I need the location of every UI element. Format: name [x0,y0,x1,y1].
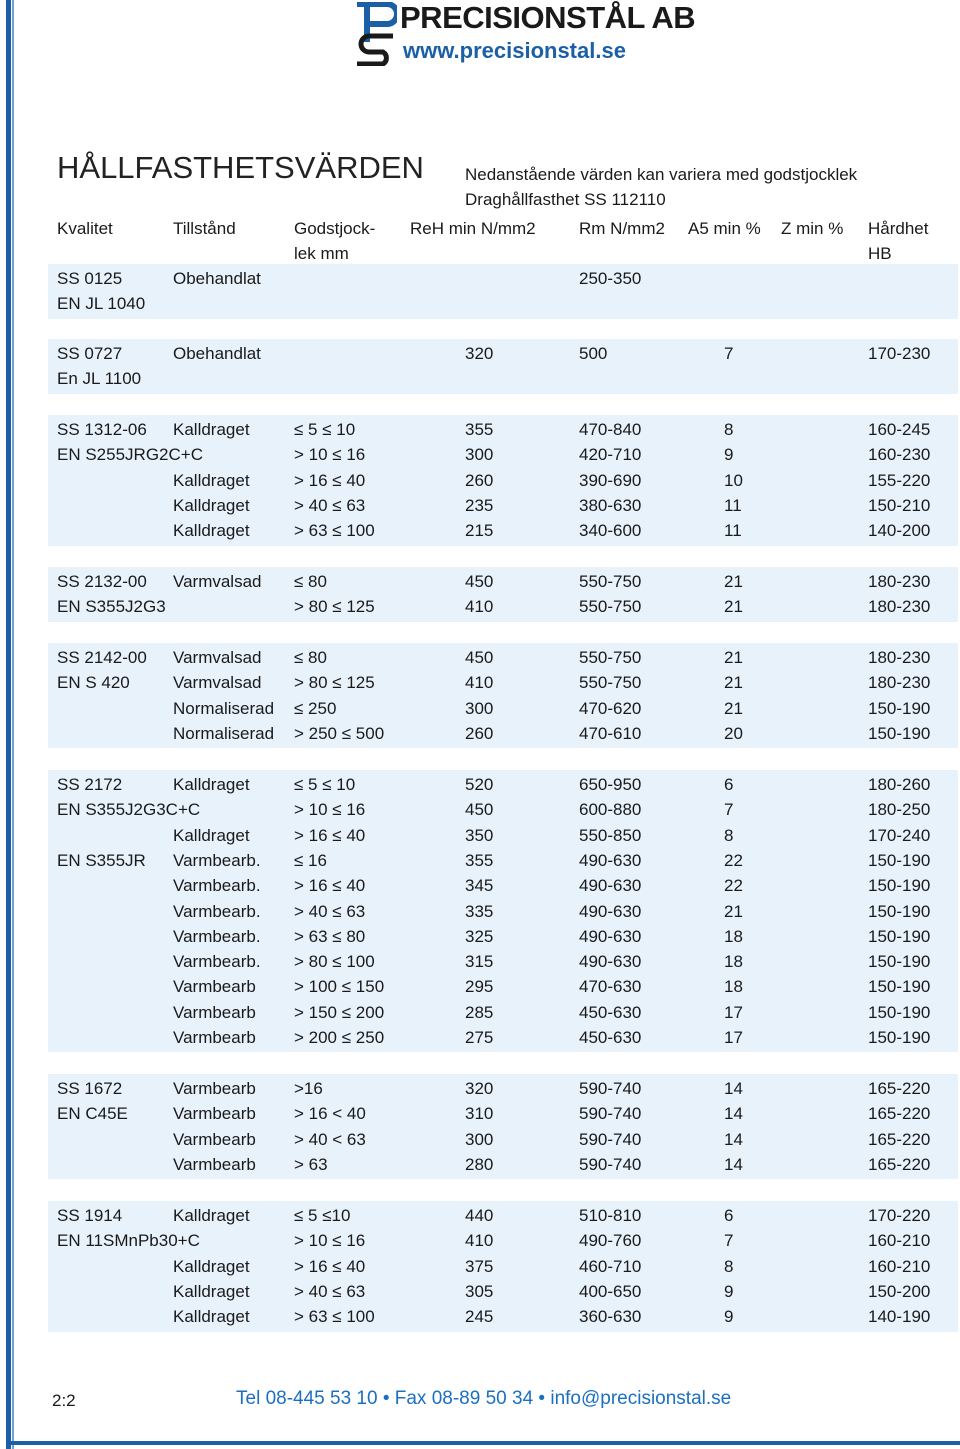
cell-hardhet: 180-230 [868,572,931,591]
cell-a5: 21 [724,648,743,667]
cell-kvalitet: SS 0125 [57,269,123,288]
cell-a5: 17 [724,1002,743,1022]
cell-hardhet: 140-190 [868,1307,931,1327]
cell-hardhet: 165-220 [868,1104,931,1124]
cell-rm: 460-710 [579,1256,642,1276]
cell-a5: 20 [724,723,743,743]
header-z: Z min % [781,219,844,238]
page-title: HÅLLFASTHETSVÄRDEN [57,150,424,185]
cell-tillstand: Varmbearb [173,1002,256,1022]
cell-rm: 250-350 [579,269,642,288]
cell-rm: 490-630 [579,876,642,896]
cell-tillstand: Varmbearb. [173,850,261,870]
cell-godstjocklek: > 40 ≤ 63 [294,1281,366,1301]
cell-hardhet: 160-245 [868,420,931,439]
cell-hardhet: 155-220 [868,470,931,490]
cell-reh: 305 [465,1281,494,1301]
cell-hardhet: 180-250 [868,800,931,820]
cell-rm: 550-750 [579,572,642,591]
cell-a5: 21 [724,597,743,617]
cell-hardhet: 170-240 [868,825,931,845]
cell-godstjocklek: > 16 ≤ 40 [294,470,366,490]
cell-rm: 550-750 [579,648,642,667]
cell-godstjocklek: ≤ 250 [294,698,337,718]
cell-reh: 520 [465,775,494,794]
header-hardhet-2: HB [868,244,892,263]
header-godstjocklek-2: lek mm [294,244,349,263]
cell-reh: 295 [465,977,494,997]
cell-rm: 340-600 [579,521,642,541]
cell-hardhet: 180-230 [868,673,931,693]
cell-a5: 14 [724,1129,743,1149]
cell-godstjocklek: ≤ 16 [294,850,327,870]
cell-godstjocklek: > 10 ≤ 16 [294,800,366,820]
header-a5: A5 min % [688,219,761,238]
cell-kvalitet: EN S355J2G3 [57,597,166,617]
cell-reh: 375 [465,1256,494,1276]
cell-hardhet: 150-190 [868,723,931,743]
cell-godstjocklek: > 16 < 40 [294,1104,366,1124]
cell-reh: 355 [465,420,494,439]
cell-kvalitet: SS 1914 [57,1206,123,1225]
cell-hardhet: 150-190 [868,952,931,972]
cell-godstjocklek: > 80 ≤ 125 [294,597,375,617]
cell-reh: 235 [465,495,494,515]
cell-reh: 450 [465,800,494,820]
cell-reh: 315 [465,952,494,972]
cell-rm: 590-740 [579,1079,642,1098]
cell-godstjocklek: > 80 ≤ 100 [294,952,375,972]
cell-godstjocklek: > 40 < 63 [294,1129,366,1149]
cell-rm: 470-840 [579,420,642,439]
cell-hardhet: 160-210 [868,1256,931,1276]
cell-a5: 11 [724,495,742,515]
cell-rm: 490-630 [579,850,642,870]
cell-hardhet: 170-230 [868,344,931,363]
cell-hardhet: 150-190 [868,698,931,718]
company-logo [353,0,696,72]
ps-logo-icon [353,2,397,66]
cell-hardhet: 150-190 [868,1028,931,1047]
cell-rm: 390-690 [579,470,642,490]
company-name: PRECISIONSTÅL AB [400,0,696,35]
cell-kvalitet: EN 11SMnPb30+C [57,1231,200,1251]
cell-godstjocklek: >16 [294,1079,323,1098]
cell-a5: 9 [724,445,734,465]
footer-contact[interactable]: Tel 08-445 53 10 • Fax 08-89 50 34 • info@precisionstal.se [236,1388,732,1409]
cell-godstjocklek: > 150 ≤ 200 [294,1002,385,1022]
cell-rm: 450-630 [579,1002,642,1022]
cell-reh: 320 [465,344,494,363]
cell-reh: 345 [465,876,494,896]
cell-godstjocklek: > 10 ≤ 16 [294,445,366,465]
cell-reh: 300 [465,445,494,465]
cell-tillstand: Kalldraget [173,1281,250,1301]
cell-a5: 6 [724,1206,734,1225]
cell-tillstand: Varmbearb [173,1154,256,1174]
cell-a5: 18 [724,926,743,946]
cell-kvalitet: SS 0727 [57,344,123,363]
cell-reh: 245 [465,1307,494,1327]
cell-reh: 285 [465,1002,494,1022]
cell-tillstand: Kalldraget [173,495,250,515]
cell-a5: 18 [724,952,743,972]
cell-tillstand: Varmbearb [173,1104,256,1124]
cell-rm: 500 [579,344,608,363]
cell-tillstand: Varmvalsad [173,572,262,591]
cell-tillstand: Varmbearb [173,1129,256,1149]
cell-kvalitet: EN S255JRG2C+C [57,445,203,465]
cell-tillstand: Obehandlat [173,344,261,363]
cell-godstjocklek: ≤ 5 ≤10 [294,1206,351,1225]
cell-reh: 310 [465,1104,494,1124]
cell-a5: 6 [724,775,734,794]
cell-tillstand: Kalldraget [173,1256,250,1276]
cell-tillstand: Varmbearb [173,1079,256,1098]
cell-a5: 7 [724,1231,734,1251]
cell-a5: 14 [724,1104,743,1124]
cell-godstjocklek: > 250 ≤ 500 [294,723,385,743]
cell-a5: 14 [724,1154,743,1174]
header-reh: ReH min N/mm2 [410,219,536,238]
cell-a5: 18 [724,977,743,997]
cell-hardhet: 160-210 [868,1231,931,1251]
cell-reh: 410 [465,597,494,617]
cell-hardhet: 150-190 [868,901,931,921]
cell-a5: 10 [724,470,743,490]
cell-rm: 550-750 [579,597,642,617]
page-number: 2:2 [52,1391,76,1410]
cell-kvalitet: SS 2132-00 [57,572,147,591]
cell-rm: 490-630 [579,901,642,921]
cell-a5: 8 [724,825,734,845]
cell-hardhet: 150-210 [868,495,931,515]
cell-godstjocklek: > 63 [294,1154,328,1174]
cell-a5: 11 [724,521,742,541]
bottom-border [6,1441,960,1445]
cell-rm: 650-950 [579,775,642,794]
cell-a5: 7 [724,800,734,820]
cell-rm: 420-710 [579,445,642,465]
cell-a5: 8 [724,420,734,439]
left-border [6,0,11,1449]
cell-rm: 590-740 [579,1129,642,1149]
cell-hardhet: 150-190 [868,926,931,946]
cell-hardhet: 150-190 [868,1002,931,1022]
cell-rm: 490-630 [579,952,642,972]
cell-hardhet: 140-200 [868,521,931,541]
cell-tillstand: Obehandlat [173,269,261,288]
cell-rm: 510-810 [579,1206,642,1225]
cell-tillstand: Varmvalsad [173,673,262,693]
cell-reh: 335 [465,901,494,921]
cell-reh: 300 [465,1129,494,1149]
cell-rm: 400-650 [579,1281,642,1301]
cell-reh: 355 [465,850,494,870]
cell-rm: 360-630 [579,1307,642,1327]
cell-reh: 215 [465,521,494,541]
cell-rm: 490-760 [579,1231,642,1251]
cell-godstjocklek: > 40 ≤ 63 [294,495,366,515]
cell-kvalitet: SS 2142-00 [57,648,147,667]
company-url[interactable]: www.precisionstal.se [403,38,626,63]
cell-tillstand: Varmbearb. [173,901,261,921]
header-godstjocklek-1: Godstjock- [294,219,376,238]
cell-godstjocklek: > 63 ≤ 80 [294,926,366,946]
cell-kvalitet: EN S355JR [57,850,146,870]
cell-a5: 21 [724,698,743,718]
cell-rm: 550-850 [579,825,642,845]
cell-tillstand: Kalldraget [173,521,250,541]
cell-rm: 470-630 [579,977,642,997]
cell-rm: 470-610 [579,723,642,743]
cell-tillstand: Kalldraget [173,1206,250,1225]
cell-godstjocklek: > 16 ≤ 40 [294,825,366,845]
cell-tillstand: Varmvalsad [173,648,262,667]
cell-hardhet: 180-230 [868,648,931,667]
cell-a5: 9 [724,1281,734,1301]
cell-tillstand: Kalldraget [173,470,250,490]
cell-rm: 380-630 [579,495,642,515]
header-kvalitet: Kvalitet [57,219,113,238]
cell-godstjocklek: > 100 ≤ 150 [294,977,385,997]
cell-godstjocklek: > 80 ≤ 125 [294,673,375,693]
cell-reh: 325 [465,926,494,946]
cell-kvalitet: EN JL 1040 [57,294,146,314]
cell-reh: 300 [465,698,494,718]
cell-tillstand: Varmbearb. [173,876,261,896]
header-hardhet-1: Hårdhet [868,219,929,238]
cell-tillstand: Varmbearb [173,977,256,997]
cell-kvalitet: En JL 1100 [57,369,142,389]
cell-a5: 22 [724,876,743,896]
cell-tillstand: Kalldraget [173,420,250,439]
cell-hardhet: 150-190 [868,876,931,896]
cell-hardhet: 165-220 [868,1079,931,1098]
cell-a5: 21 [724,673,743,693]
cell-rm: 600-880 [579,800,642,820]
cell-reh: 440 [465,1206,494,1225]
standard-note: Draghållfasthet SS 112110 [465,190,666,209]
cell-hardhet: 150-190 [868,850,931,870]
cell-tillstand: Varmbearb [173,1028,256,1047]
cell-rm: 590-740 [579,1104,642,1124]
cell-a5: 21 [724,572,743,591]
cell-a5: 22 [724,850,743,870]
cell-tillstand: Normaliserad [173,698,275,718]
cell-godstjocklek: > 16 ≤ 40 [294,876,366,896]
cell-rm: 550-750 [579,673,642,693]
cell-godstjocklek: ≤ 5 ≤ 10 [294,775,356,794]
header-rm: Rm N/mm2 [579,219,665,238]
cell-reh: 410 [465,673,494,693]
cell-a5: 14 [724,1079,743,1098]
cell-hardhet: 180-230 [868,597,931,617]
cell-rm: 590-740 [579,1154,642,1174]
cell-godstjocklek: > 10 ≤ 16 [294,1231,366,1251]
cell-godstjocklek: ≤ 80 [294,648,327,667]
cell-hardhet: 150-200 [868,1281,931,1301]
cell-reh: 260 [465,723,494,743]
cell-rm: 470-620 [579,698,642,718]
cell-hardhet: 170-220 [868,1206,931,1225]
cell-tillstand: Kalldraget [173,775,250,794]
cell-reh: 410 [465,1231,494,1251]
cell-tillstand: Kalldraget [173,825,250,845]
cell-godstjocklek: > 200 ≤ 250 [294,1028,385,1047]
cell-reh: 280 [465,1154,494,1174]
cell-tillstand: Varmbearb. [173,926,261,946]
cell-hardhet: 165-220 [868,1129,931,1149]
cell-hardhet: 160-230 [868,445,931,465]
cell-godstjocklek: ≤ 80 [294,572,327,591]
cell-rm: 490-630 [579,926,642,946]
cell-kvalitet: SS 1672 [57,1079,123,1098]
cell-godstjocklek: ≤ 5 ≤ 10 [294,420,356,439]
cell-godstjocklek: > 63 ≤ 100 [294,1307,375,1327]
cell-reh: 450 [465,572,494,591]
cell-kvalitet: EN C45E [57,1104,128,1124]
cell-rm: 450-630 [579,1028,642,1047]
cell-reh: 350 [465,825,494,845]
left-border-inner [12,0,14,1449]
cell-reh: 275 [465,1028,494,1047]
cell-a5: 21 [724,901,743,921]
cell-godstjocklek: > 16 ≤ 40 [294,1256,366,1276]
variation-note: Nedanstående värden kan variera med godstjocklek [465,165,858,184]
cell-tillstand: Kalldraget [173,1307,250,1327]
cell-kvalitet: EN S355J2G3C+C [57,800,201,820]
cell-godstjocklek: > 63 ≤ 100 [294,521,375,541]
header-tillstand: Tillstånd [173,219,236,238]
cell-kvalitet: EN S 420 [57,673,130,693]
cell-a5: 17 [724,1028,743,1047]
cell-hardhet: 165-220 [868,1154,931,1174]
cell-hardhet: 150-190 [868,977,931,997]
cell-kvalitet: SS 1312-06 [57,420,147,439]
cell-hardhet: 180-260 [868,775,931,794]
cell-tillstand: Normaliserad [173,723,275,743]
cell-reh: 450 [465,648,494,667]
cell-godstjocklek: > 40 ≤ 63 [294,901,366,921]
cell-a5: 7 [724,344,734,363]
cell-reh: 260 [465,470,494,490]
cell-tillstand: Varmbearb. [173,952,261,972]
cell-reh: 320 [465,1079,494,1098]
cell-kvalitet: SS 2172 [57,775,123,794]
cell-a5: 9 [724,1307,734,1327]
cell-a5: 8 [724,1256,734,1276]
